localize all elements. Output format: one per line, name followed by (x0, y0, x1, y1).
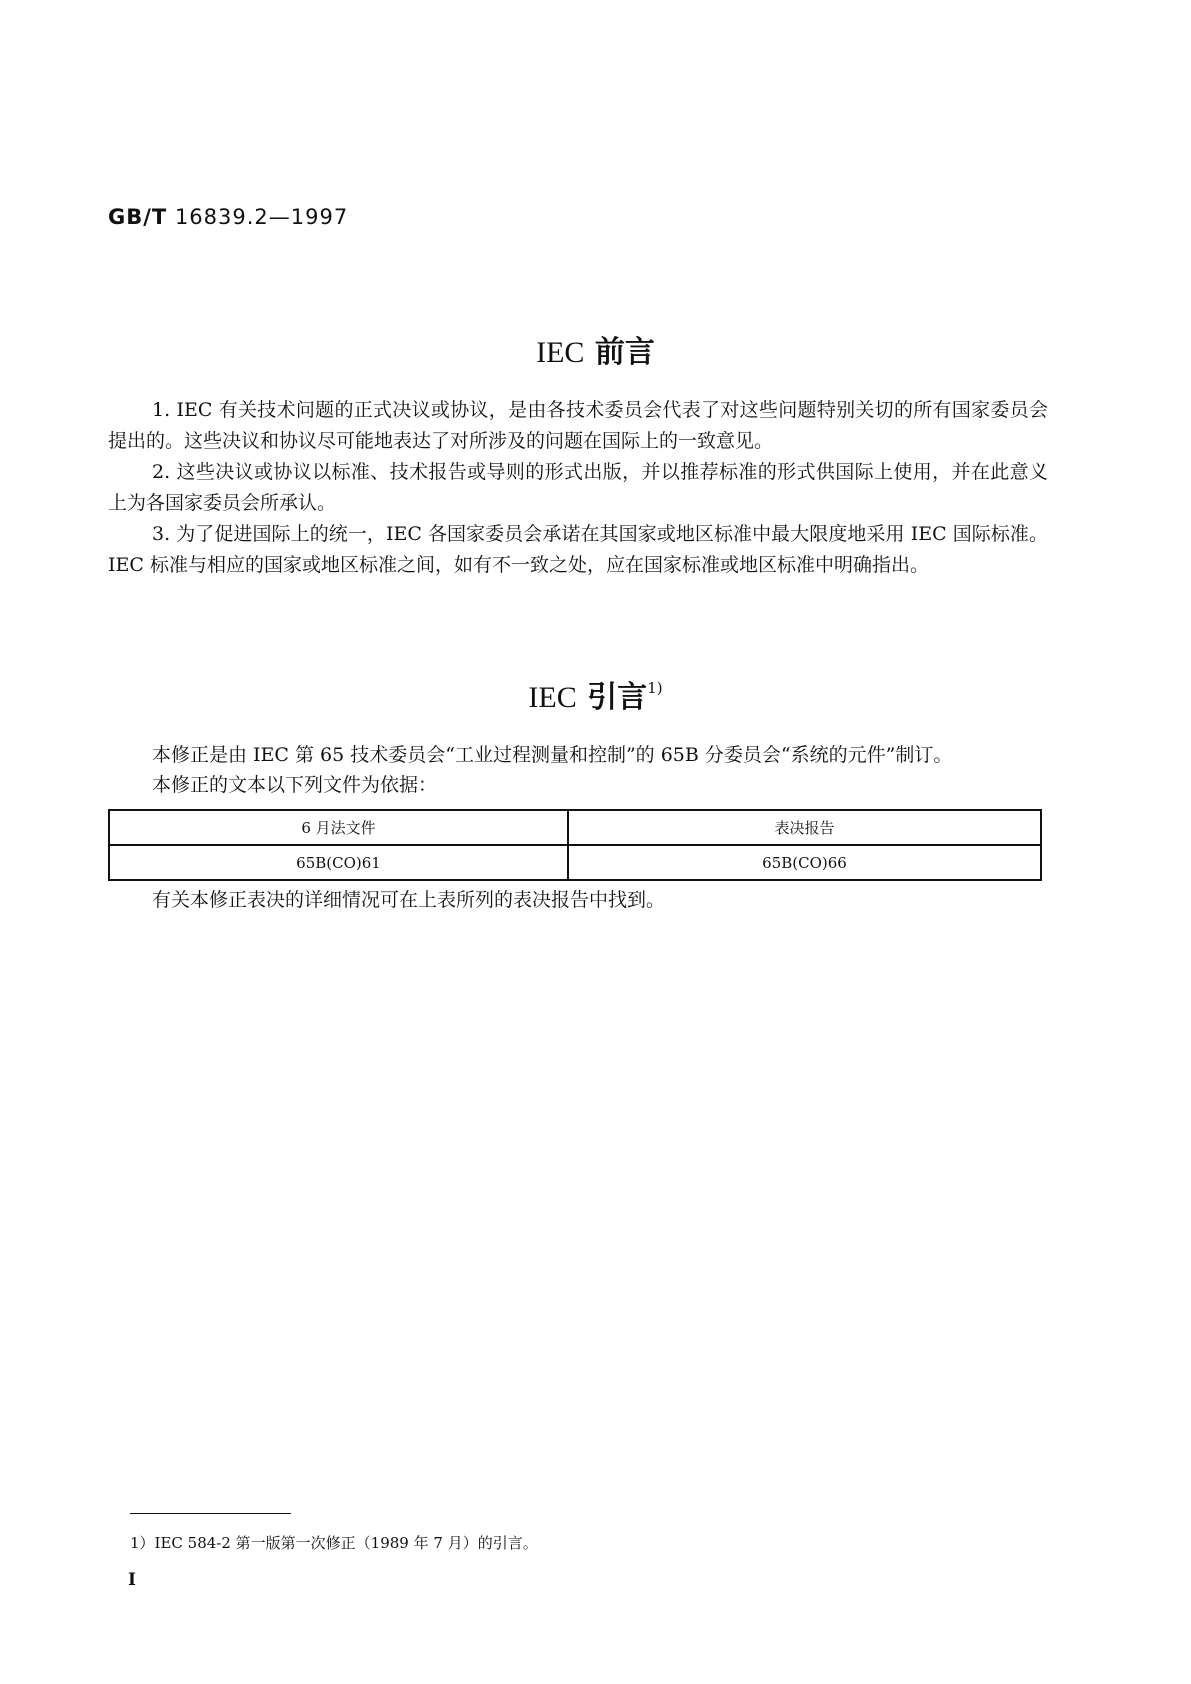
introduction-title-cjk: 引言 (587, 680, 648, 715)
table-row (109, 845, 1041, 880)
table-cell-six-month-document: 65B(CO)61 (109, 845, 568, 880)
table-header-voting-report: 表决报告 (568, 810, 1041, 845)
standard-code: 16839.2—1997 (174, 205, 349, 229)
foreword-paragraph-2: 2. 这些决议或协议以标准、技术报告或导则的形式出版，并以推荐标准的形式供国际上使用，并在此意义上为各国家委员会所承认。 (108, 461, 1048, 514)
standard-prefix: GB/T (108, 205, 168, 229)
foreword-title-latin: IEC (536, 336, 585, 369)
foreword-title (0, 327, 1191, 371)
introduction-title-latin: IEC (528, 681, 577, 714)
table-cell-voting-report: 65B(CO)66 (568, 845, 1041, 880)
introduction-line-2: 本修正的文本以下列文件为依据： (152, 774, 438, 796)
standard-number (108, 205, 348, 229)
page-number: I (128, 1570, 136, 1590)
foreword-paragraph-1: 1. IEC 有关技术问题的正式决议或协议，是由各技术委员会代表了对这些问题特别关切的所有国家委员会提出的。这些决议和协议尽可能地表达了对所涉及的问题在国际上的一致意见。 (108, 399, 1048, 452)
ballot-documents-table (108, 809, 1042, 881)
foreword-title-cjk: 前言 (594, 335, 655, 370)
introduction-line-3: 有关本修正表决的详细情况可在上表所列的表决报告中找到。 (152, 889, 666, 911)
foreword-paragraph-3: 3. 为了促进国际上的统一，IEC 各国家委员会承诺在其国家或地区标准中最大限度地采用 IEC 国际标准。IEC 标准与相应的国家或地区标准之间，如有不一致之处，应在国家标准或地区标准中明确指出。 (108, 523, 1048, 576)
footnote-reference: 1) (647, 679, 663, 697)
introduction-line-1: 本修正是由 IEC 第 65 技术委员会“工业过程测量和控制”的 65B 分委员会“系统的元件”制订。 (152, 744, 953, 766)
footnote-text: 1）IEC 584-2 第一版第一次修正（1989 年 7 月）的引言。 (130, 1534, 538, 1552)
footnote-divider (130, 1513, 291, 1514)
table-header-row (109, 810, 1041, 845)
introduction-title (0, 672, 1191, 716)
table-header-six-month-document: 6 月法文件 (109, 810, 568, 845)
